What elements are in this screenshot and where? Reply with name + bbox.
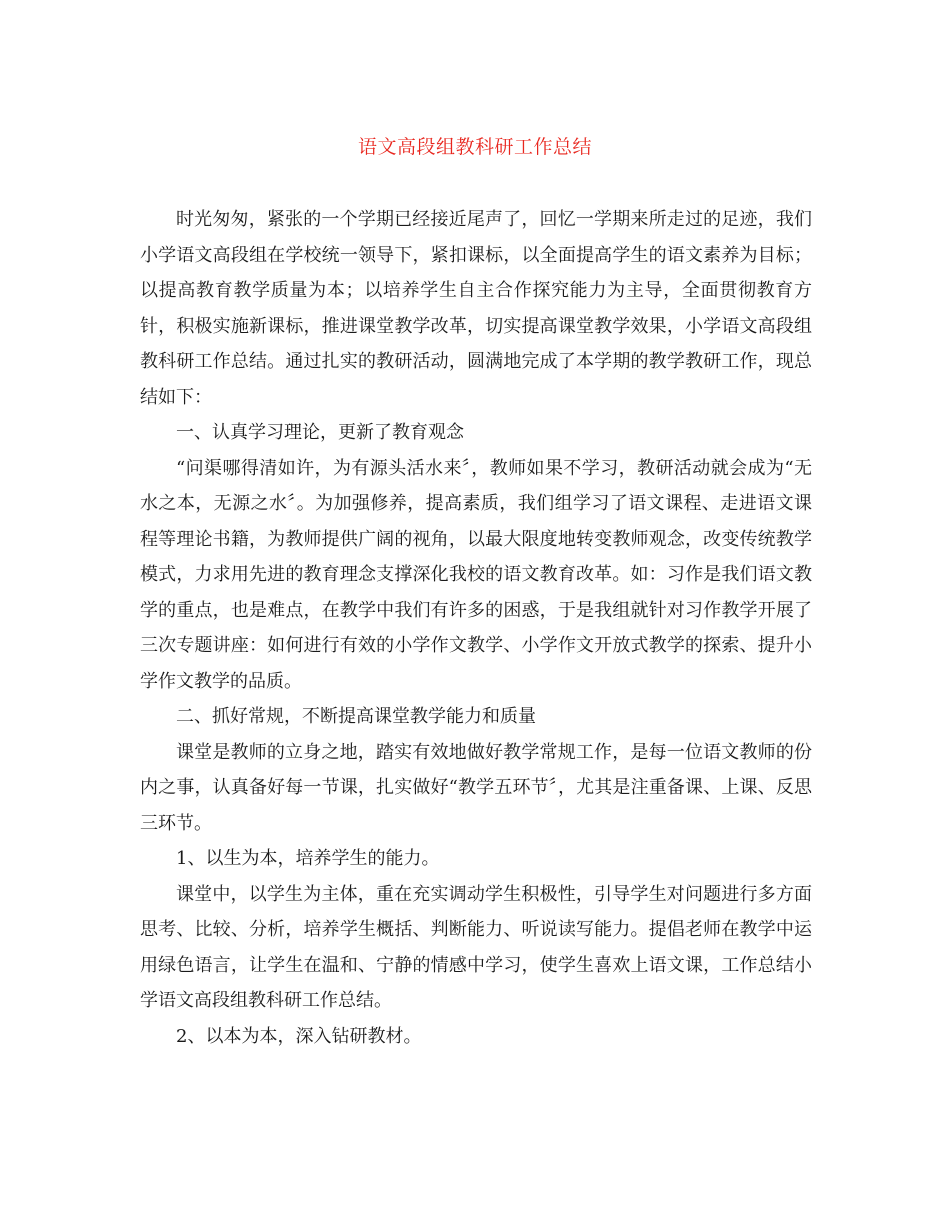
paragraph-intro: 时光匆匆，紧张的一个学期已经接近尾声了，回忆一学期来所走过的足迹，我们小学语文高段组在学校统一领导下，紧扣课标，以全面提高学生的语文素养为目标；以提高教育教学质量为本；以培养学生自主合作探究能力为主导，全面贯彻教育方针，积极实施新课标，推进课堂教学改革，切实提高课堂教学效果，小学语文高段组教科研工作总结。通过扎实的教研活动，圆满地完成了本学期的教学教研工作，现总结如下： bbox=[140, 209, 812, 408]
document-body bbox=[140, 202, 812, 1054]
subheading-2: 2、以本为本，深入钻研教材。 bbox=[176, 1025, 422, 1047]
subheading-1: 1、以生为本，培养学生的能力。 bbox=[176, 848, 440, 869]
paragraph-student-centered: 课堂中，以学生为主体，重在充实调动学生积极性，引导学生对问题进行多方面思考、比较、分析，培养学生概括、判断能力、听说读写能力。提倡老师在教学中运用绿色语言，让学生在温和、宁静的情感中学习，使学生喜欢上语文课，工作总结小学语文高段组教科研工作总结。 bbox=[140, 883, 812, 1011]
document-title: 语文高段组教科研工作总结 bbox=[357, 136, 592, 158]
section-heading-1: 一、认真学习理论，更新了教育观念 bbox=[176, 422, 464, 443]
paragraph-routine: 课堂是教师的立身之地，踏实有效地做好教学常规工作，是每一位语文教师的份内之事，认真备好每一节课，扎实做好“教学五环节〞，尤其是注重备课、上课、反思三环节。 bbox=[140, 741, 812, 834]
paragraph-theory: “问渠哪得清如许，为有源头活水来〞，教师如果不学习，教研活动就会成为“无水之本，无源之水〞。为加强修养，提高素质，我们组学习了语文课程、走进语文课程等理论书籍，为教师提供广阔的视角，以最大限度地转变教师观念，改变传统教学模式，力求用先进的教育理念支撑深化我校的语文教育改革。如：习作是我们语文教学的重点，也是难点，在教学中我们有许多的困惑，于是我组就针对习作教学开展了三次专题讲座：如何进行有效的小学作文教学、小学作文开放式教学的探索、提升小学作文教学的品质。 bbox=[140, 457, 812, 692]
section-heading-2: 二、抓好常规，不断提高课堂教学能力和质量 bbox=[176, 706, 536, 727]
